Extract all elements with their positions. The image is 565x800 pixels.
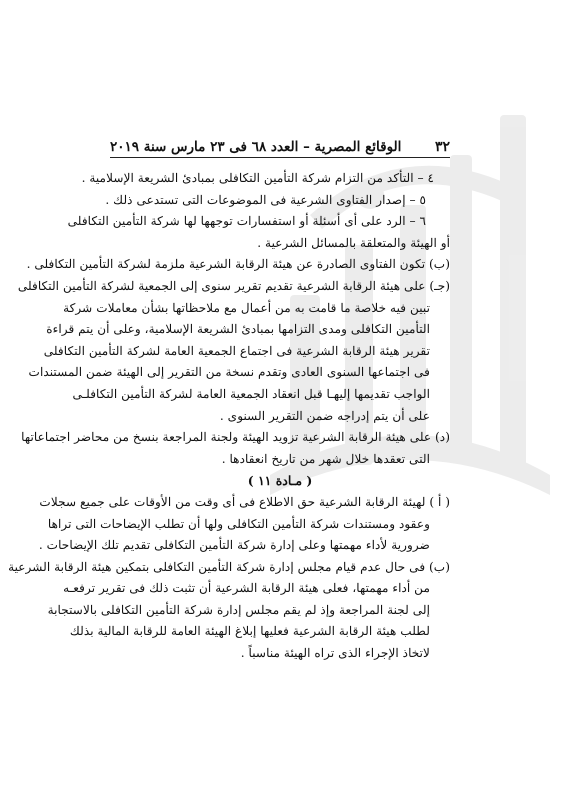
text-line: إلى لجنة المراجعة وإذ لم يقم مجلس إدارة شركة التأمين التكافلى بالاستجابة bbox=[47, 602, 430, 617]
text-line: ٦ – الرد على أى أسئلة أو استفسارات توجهها لها شركة التأمين التكافلى bbox=[67, 214, 426, 229]
text-line: لطلب هيئة الرقابة الشرعية فعليها إبلاغ الهيئة العامة للرقابة المالية بذلك bbox=[69, 624, 430, 639]
text-line: ضرورية لأداء مهمتها وعلى إدارة شركة التأمين التكافلى تقديم تلك الإيضاحات . bbox=[38, 538, 430, 553]
text-line: ٥ – إصدار الفتاوى الشرعية فى الموضوعات التى تستدعى ذلك . bbox=[105, 192, 426, 207]
page-number: ٣٢ bbox=[434, 139, 450, 155]
text-line: وعقود ومستندات شركة التأمين التكافلى ولها أن تطلب الإيضاحات التى تراها bbox=[47, 516, 430, 531]
text-line: تقرير هيئة الرقابة الشرعية فى اجتماع الجمعية العامة لشركة التأمين التكافلى bbox=[43, 343, 430, 358]
text-line: (جـ) على هيئة الرقابة الشرعية تقديم تقرير سنوى إلى الجمعية لشركة التأمين التكافلى bbox=[17, 278, 450, 293]
text-line: ٤ – التأكد من التزام شركة التأمين التكافلى بمبادئ الشريعة الإسلامية . bbox=[81, 171, 434, 185]
text-line: (ب) فى حال عدم قيام مجلس إدارة شركة التأمين التكافلى بتمكين هيئة الرقابة الشرعية bbox=[8, 559, 450, 574]
document-body bbox=[8, 168, 450, 665]
text-line: لاتخاذ الإجراء الذى تراه الهيئة مناسباً . bbox=[240, 646, 430, 661]
article-heading: ( مـادة ١١ ) bbox=[247, 473, 313, 489]
gazette-title: الوقائع المصرية – العدد ٦٨ فى ٢٣ مارس سنة ٢٠١٩ bbox=[110, 139, 402, 155]
text-line: أو الهيئة والمتعلقة بالمسائل الشرعية . bbox=[257, 235, 450, 250]
text-line: (د) على هيئة الرقابة الشرعية تزويد الهيئة ولجنة المراجعة بنسخ من محاضر اجتماعاتها bbox=[21, 430, 450, 445]
text-line: تبين فيه خلاصة ما قامت به من أعمال مع ملاحظاتها بشأن معاملات شركة bbox=[63, 300, 430, 315]
text-line: من أداء مهمتها، فعلى هيئة الرقابة الشرعية أن تثبت ذلك فى تقرير ترفعـه bbox=[63, 581, 430, 596]
text-line: فى اجتماعها السنوى العادى وتقدم نسخة من التقرير إلى الهيئة ضمن المستندات bbox=[28, 365, 430, 380]
text-line: (ب) تكون الفتاوى الصادرة عن هيئة الرقابة الشرعية ملزمة لشركة التأمين التكافلى . bbox=[26, 257, 450, 272]
text-line: ( أ ) لهيئة الرقابة الشرعية حق الاطلاع فى أى وقت من الأوقات على جميع سجلات bbox=[39, 494, 450, 509]
text-line: على أن يتم إدراجه ضمن التقرير السنوى . bbox=[219, 408, 430, 423]
text-line: التى تعقدها خلال شهر من تاريخ انعقادها . bbox=[221, 451, 430, 466]
text-line: الواجب تقديمها إليهـا قبل انعقاد الجمعية العامة لشركة التأمين التكافلـى bbox=[72, 386, 430, 401]
page-header bbox=[110, 133, 450, 158]
text-line: التأمين التكافلى ومدى التزامها بمبادئ الشريعة الإسلامية، وعلى أن يتم قراءة bbox=[46, 322, 430, 337]
